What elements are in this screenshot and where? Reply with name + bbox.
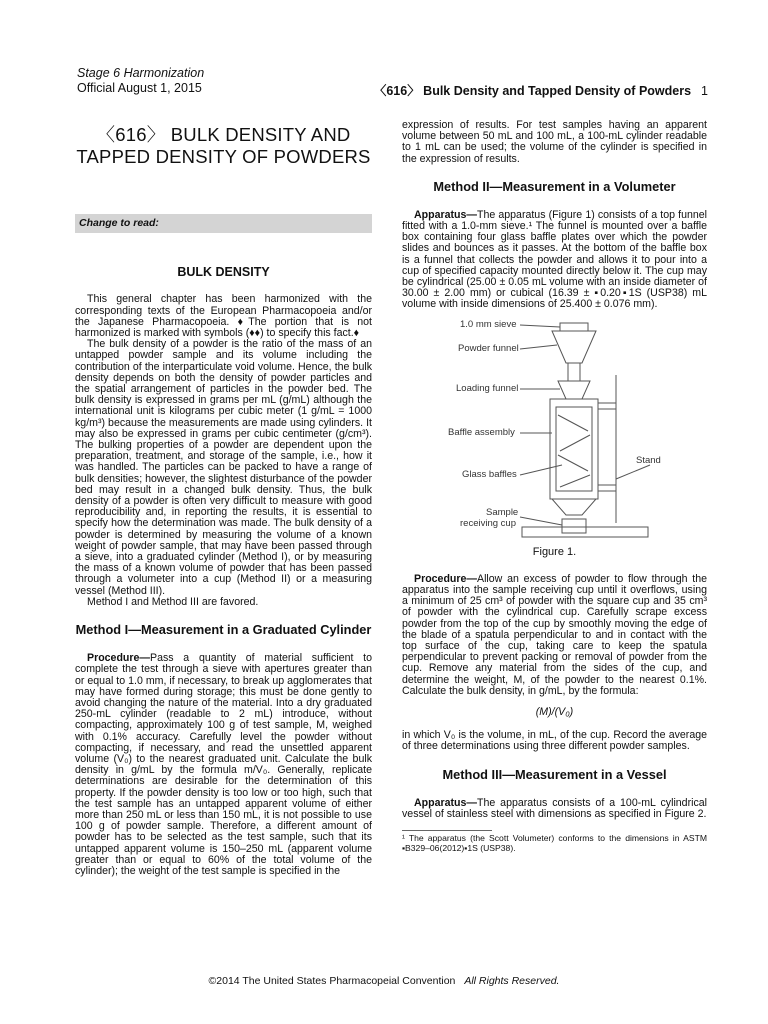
footer-rights: All Rights Reserved. xyxy=(464,975,560,987)
method2-apparatus xyxy=(402,210,707,311)
baffle-3 xyxy=(558,455,588,471)
fig-label-stand: Stand xyxy=(636,454,661,466)
method3-heading: Method III—Measurement in a Vessel xyxy=(442,766,667,782)
method2-apparatus-text: The apparatus (Figure 1) consists of a top funnel fitted with a 1.0-mm sieve.¹ The funnel is mounted over a baffle box containing four glass baffle plates over which the powder slides and bounces as it passes. At the bottom of the baffle box is a funnel that collects the powder and allows it to pour into a cup of specified capacity mounted directly below it. The cup may be cylindrical (25.00 ± 0.05 mL volume with an inside diameter of 30.00 ± 2.00 mm) or cubical (16.39 ± ▪0.20▪1S (USP38) mL volume with inside dimensions of 25.400 ± 0.076 mm). xyxy=(402,208,707,311)
powder-funnel-shape xyxy=(552,331,596,363)
fig-label-powder-funnel: Powder funnel xyxy=(458,342,519,354)
method2-apparatus-label: Apparatus— xyxy=(414,208,477,221)
method3-apparatus xyxy=(402,798,707,820)
leader-sieve xyxy=(520,325,560,327)
leader-stand xyxy=(616,465,650,479)
leader-sample-cup xyxy=(520,517,562,525)
stand-arm-2 xyxy=(598,485,616,491)
fig-label-glass-baffles: Glass baffles xyxy=(462,468,517,480)
fig-label-sample-1: Sample xyxy=(486,506,519,518)
right-column xyxy=(402,120,707,853)
stand-arm-1 xyxy=(598,403,616,409)
method1-heading: Method I—Measurement in a Graduated Cylinder xyxy=(75,622,372,638)
baffle-box-shape xyxy=(550,399,598,499)
method1-procedure-label: Procedure— xyxy=(87,652,150,665)
bulk-density-heading: BULK DENSITY xyxy=(177,265,270,280)
loading-funnel-shape xyxy=(558,381,590,399)
method1-procedure-text: Pass a quantity of material sufficient to complete the test through a sieve with apertures greater than or equal to 1.0 mm, if necessary, to break up agglomerates that may have formed during storage; this must be done gently to avoid changing the nature of the material. Into a dry graduated 250-mL cylinder (readable to 2 mL) introduce, without compacting, approximately 100 g of test sample, M, weighed with 0.1% accuracy. Carefully level the powder without compacting, if necessary, and read the unsettled apparent volume (V₀) to the nearest graduated unit. Calculate the bulk density in g/mL by the formula m/V₀. Generally, replicate determinations are desirable for the determination of this property. If the powder density is too low or too high, such that the test sample has an untapped apparent volume of either more than 250 mL or less than 150 mL, it is not possible to use 100 g of powder sample. Therefore, a different amount of powder has to be selected as the test sample, such that its untapped apparent volume is 150–250 mL (apparent volume greater than or equal to 60% of the total volume of the cylinder); the weight of the test sample is specified in the xyxy=(75,652,372,877)
page-footer xyxy=(0,975,768,987)
baffle-2 xyxy=(560,435,590,451)
funnel-stem-shape xyxy=(568,363,580,381)
official-date: Official August 1, 2015 xyxy=(77,81,202,95)
figure-1-volumeter xyxy=(402,315,707,545)
method2-procedure-label: Procedure— xyxy=(414,572,477,585)
running-title-text: 〈616〉 Bulk Density and Tapped Density of Powders xyxy=(373,84,692,98)
method2-heading: Method II—Measurement in a Volumeter xyxy=(433,178,676,194)
fig-label-baffle-assembly: Baffle assembly xyxy=(448,426,515,438)
stand-base xyxy=(522,527,648,537)
harmonization-paragraph: This general chapter has been harmonized with the corresponding texts of the European Pharmacopoeia and/or the Japanese Pharmacopoeia. ♦The portion that is not harmonized is marked with symbols (♦♦) to specify this fact.♦ xyxy=(75,293,372,340)
method1-procedure xyxy=(75,653,372,877)
stage-label: Stage 6 Harmonization xyxy=(77,66,205,80)
favored-methods-paragraph: Method I and Method III are favored. xyxy=(87,595,259,608)
chapter-title-line1: 〈616〉 BULK DENSITY AND xyxy=(96,124,351,145)
figure-1-caption: Figure 1. xyxy=(532,545,577,558)
footnote: ¹ The apparatus (the Scott Volumeter) conforms to the dimensions in ASTM ▪B329–06(2012)▪1S (USP38). xyxy=(402,833,707,854)
method3-apparatus-label: Apparatus— xyxy=(414,796,477,809)
bulk-density-formula: (M)/(V₀) xyxy=(535,706,574,719)
baffle-box-inner xyxy=(556,407,592,491)
footnote-rule xyxy=(402,830,492,831)
fig-label-loading-funnel: Loading funnel xyxy=(456,382,519,394)
method2-after-formula: in which V₀ is the volume, in mL, of the cup. Record the average of three determinations using three different powder samples. xyxy=(402,729,707,753)
header-left xyxy=(77,66,204,96)
chapter-title-line2: TAPPED DENSITY OF POWDERS xyxy=(76,146,371,167)
method1-continued: expression of results. For test samples having an apparent volume between 50 mL and 100 mL, a 100-mL cylinder readable to 1 mL can be used; the volume of the cylinder is specified in the expression of results. xyxy=(402,119,707,165)
change-to-read-box: Change to read: xyxy=(75,214,372,233)
fig-label-sample-2: receiving cup xyxy=(460,517,516,529)
chapter-title xyxy=(75,124,372,168)
method3-apparatus-text: The apparatus consists of a 100-mL cylindrical vessel of stainless steel with dimensions as specified in Figure 2. xyxy=(402,796,707,820)
bulk-density-paragraph: The bulk density of a powder is the ratio of the mass of an untapped powder sample and its volume including the contribution of the interparticulate void volume. Hence, the bulk density depends on both the density of powder particles and the spatial arrangement of particles in the powder bed. The bulk density is expressed in grams per mL (g/mL) although the international unit is kilograms per cubic meter (1 g/mL = 1000 kg/m³) because the measurements are made using cylinders. It may also be expressed in grams per cubic centimeter (g/cm³). The bulking properties of a powder are dependent upon the preparation, treatment, and storage of the sample, i.e., how it was handled. The particles can be packed to have a range of bulk densities; however, the slightest disturbance of the powder bed may result in a changed bulk density. Thus, the bulk density of a powder is often very difficult to measure with good reproducibility and, in reporting the results, it is essential to specify how the determination was made. The bulk density of a powder is determined by measuring the volume of a known weight of powder sample, that may have been passed through a sieve, into a graduated cylinder (Method I), or by measuring the mass of a known volume of powder that has been passed through a volumeter into a cup (Method II) or a measuring vessel (Method III). xyxy=(75,338,372,597)
left-column xyxy=(75,120,372,877)
bottom-funnel-shape xyxy=(552,499,596,515)
sieve-shape xyxy=(560,323,588,331)
leader-powder-funnel xyxy=(520,345,557,349)
method2-procedure xyxy=(402,574,707,697)
baffle-1 xyxy=(558,415,588,431)
fig-label-sieve: 1.0 mm sieve xyxy=(460,318,517,330)
running-title xyxy=(374,81,708,99)
page-number: 1 xyxy=(701,84,708,98)
baffle-4 xyxy=(560,475,590,487)
method2-procedure-text: Allow an excess of powder to flow through the apparatus into the sample receiving cup until it overflows, using a minimum of 25 cm³ of powder with the square cup and 35 cm³ of powder with the cylindrical cup. Carefully scrape excess powder from the top of the cup by smoothly moving the edge of the blade of a spatula perpendicular to and in contact with the top surface of the cup, taking care to keep the spatula perpendicular to prevent packing or removal of powder from the cup. Remove any material from the sides of the cup, and determine the weight, M, of the powder to the nearest 0.1%. Calculate the bulk density, in g/mL, by the formula: xyxy=(402,572,707,697)
receiving-cup-shape xyxy=(562,519,586,533)
footer-copyright: ©2014 The United States Pharmacopeial Convention xyxy=(208,975,456,987)
